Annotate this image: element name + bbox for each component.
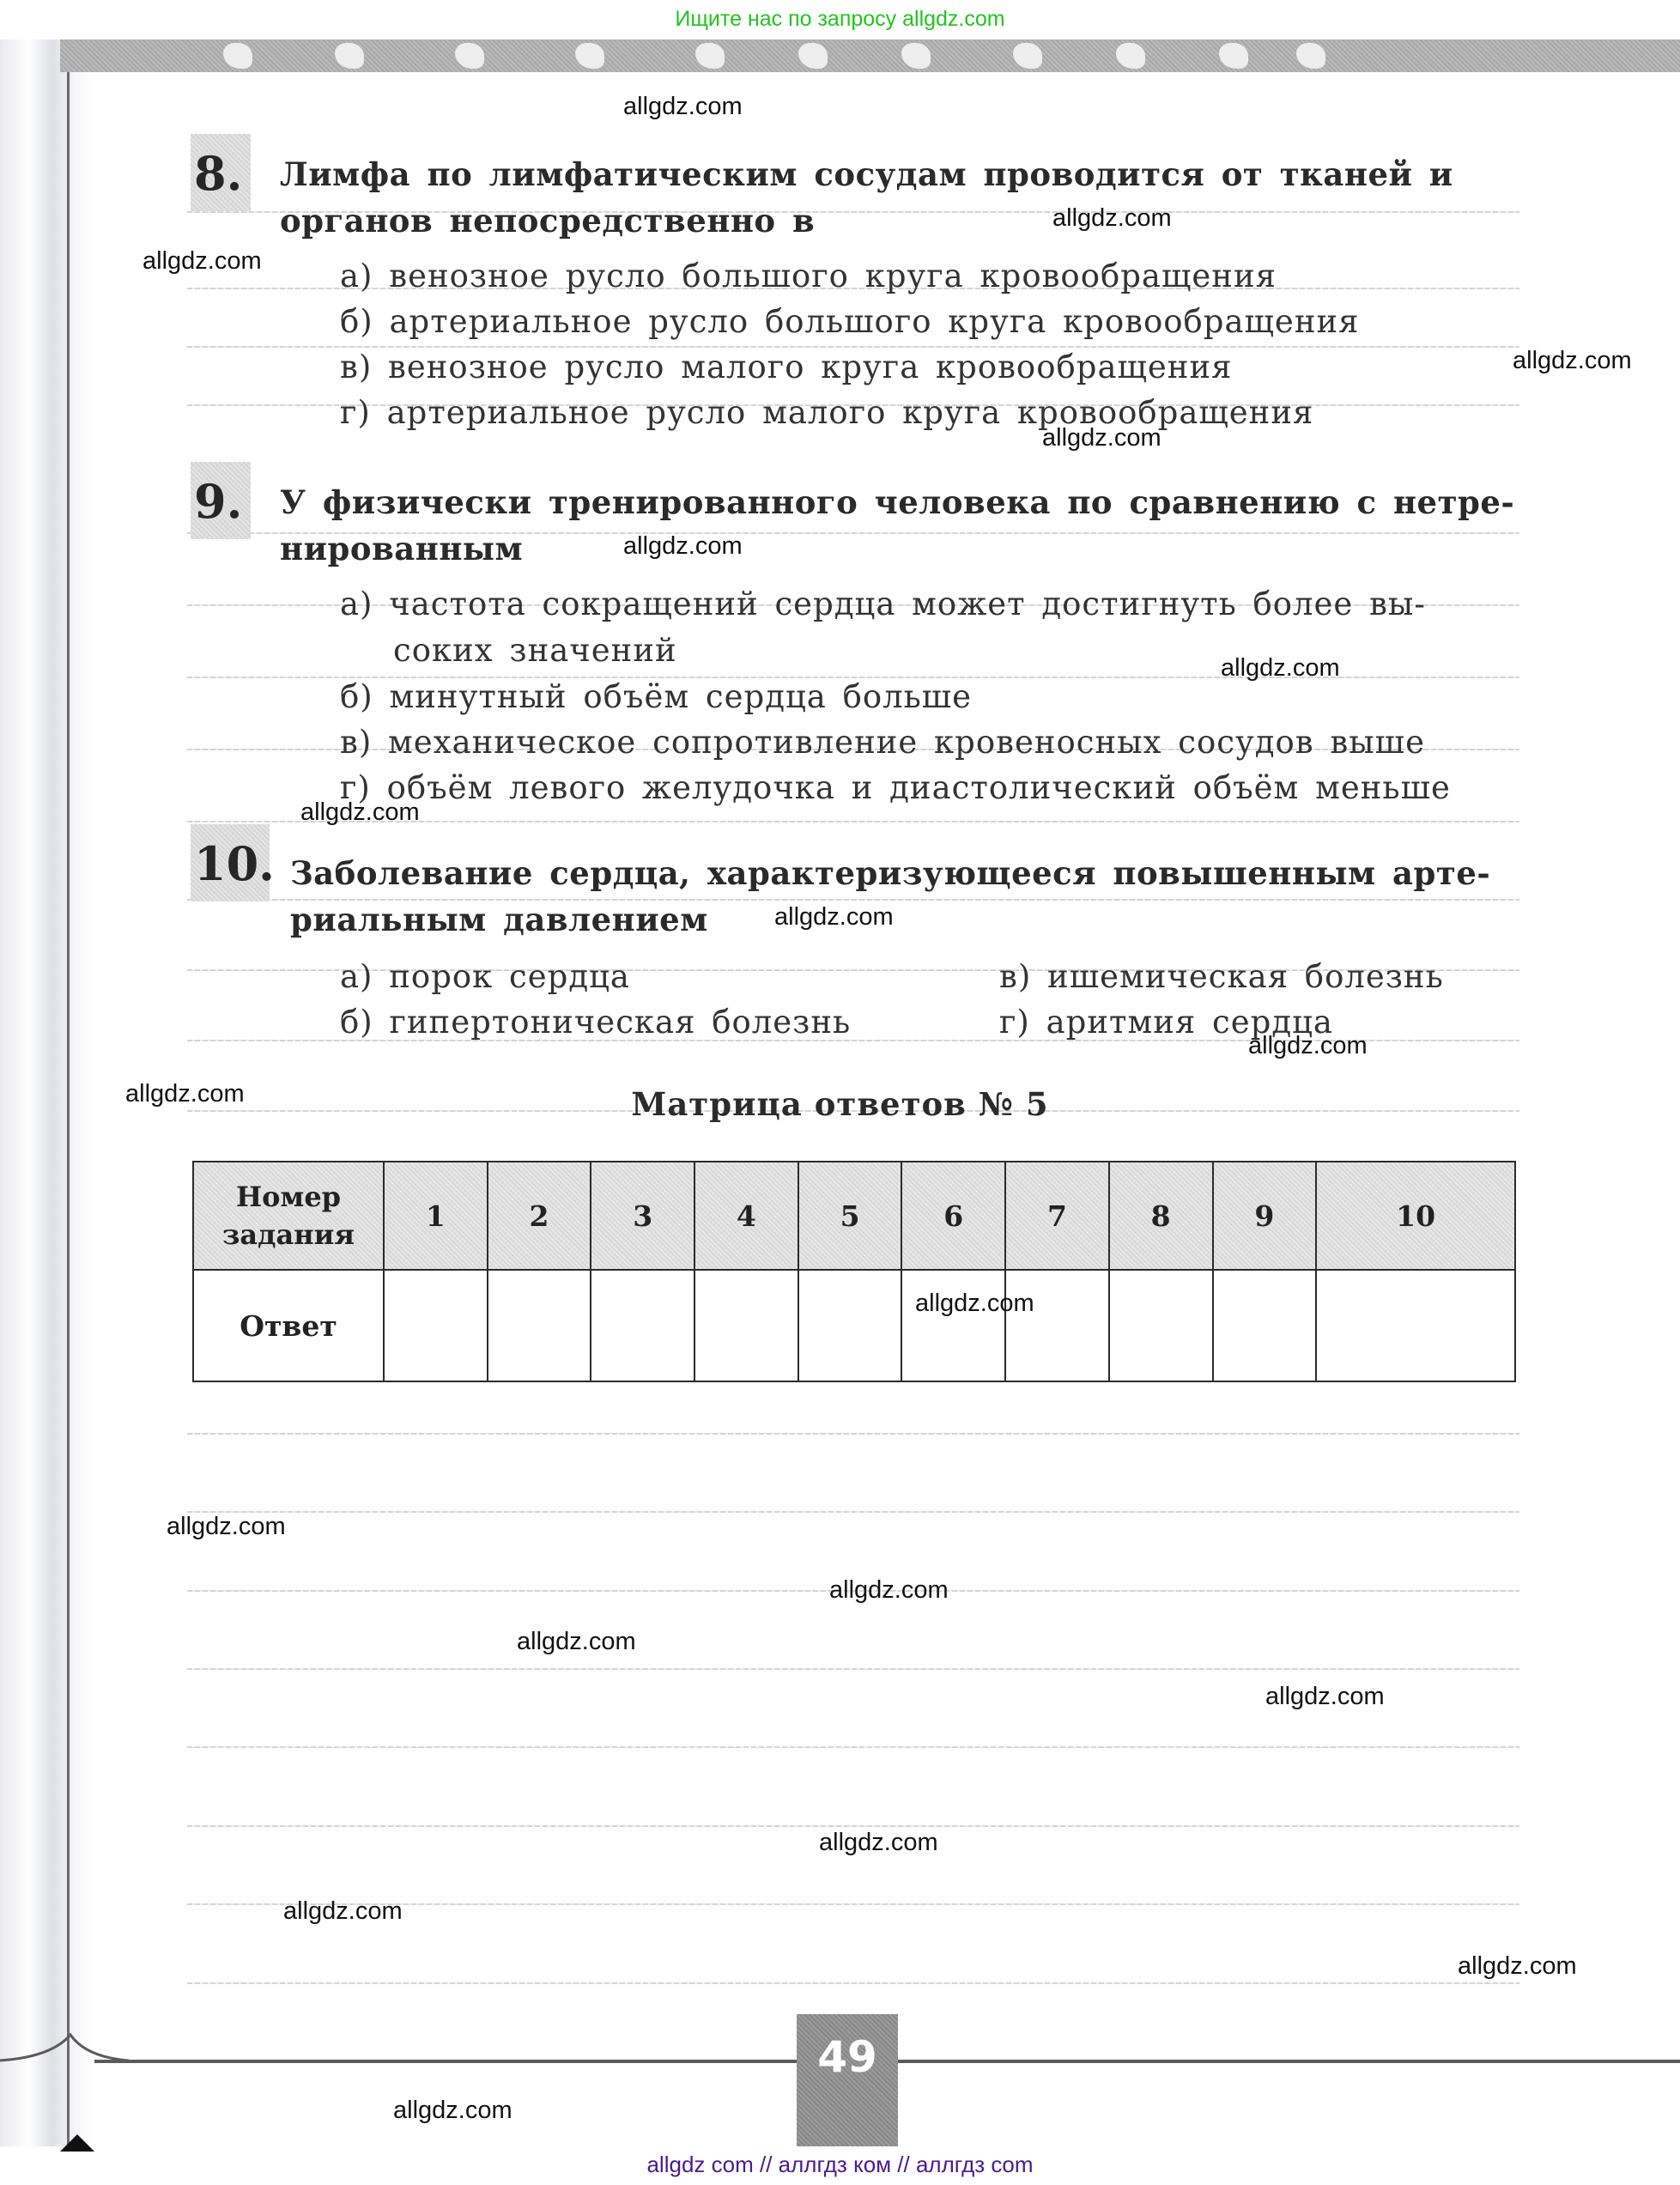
question-8-option-a[interactable] bbox=[340, 258, 1277, 294]
matrix-column-2: 2 bbox=[488, 1162, 591, 1270]
watermark: allgdz.com bbox=[167, 1513, 286, 1540]
option-text: артериальное русло большого круга кровообращения bbox=[389, 303, 1360, 340]
insect-silhouette-icon bbox=[1296, 43, 1325, 69]
ruled-line bbox=[187, 1982, 1519, 1984]
option-text: объём левого желудочка и диастолический объём меньше bbox=[386, 769, 1451, 806]
watermark: allgdz.com bbox=[125, 1080, 245, 1108]
question-9-option-a-continuation: соких значений bbox=[393, 632, 677, 669]
question-8-text bbox=[280, 151, 1453, 244]
answer-cell-8[interactable] bbox=[1109, 1270, 1213, 1381]
answer-cell-3[interactable] bbox=[591, 1270, 694, 1381]
watermark: allgdz.com bbox=[819, 1829, 938, 1856]
matrix-column-9: 9 bbox=[1213, 1162, 1317, 1270]
question-9-option-d[interactable] bbox=[340, 769, 1451, 806]
question-number-10: 10. bbox=[191, 824, 270, 901]
header-label-line: Номер bbox=[235, 1181, 342, 1213]
question-8-option-b[interactable] bbox=[340, 303, 1360, 340]
question-9-option-a[interactable] bbox=[340, 586, 1426, 622]
answer-cell-10[interactable] bbox=[1316, 1270, 1515, 1381]
ruled-line bbox=[187, 1433, 1519, 1435]
matrix-column-1: 1 bbox=[384, 1162, 488, 1270]
matrix-column-10: 10 bbox=[1316, 1162, 1515, 1270]
answer-cell-9[interactable] bbox=[1213, 1270, 1317, 1381]
watermark: allgdz.com bbox=[1265, 1683, 1385, 1710]
option-text: порок сердца bbox=[389, 958, 630, 995]
bottom-banner[interactable]: allgdz com // аллгдз ком // аллгдз com bbox=[646, 2152, 1034, 2177]
watermark: allgdz.com bbox=[393, 2097, 512, 2124]
watermark: allgdz.com bbox=[1221, 654, 1340, 682]
decorative-header-strip bbox=[60, 39, 1680, 72]
insect-silhouette-icon bbox=[455, 43, 484, 69]
watermark: allgdz.com bbox=[283, 1897, 403, 1925]
option-text: ишемическая болезнь bbox=[1047, 958, 1444, 995]
option-text: гипертоническая болезнь bbox=[389, 1004, 852, 1041]
watermark: allgdz.com bbox=[143, 247, 262, 275]
page-number: 49 bbox=[797, 2014, 898, 2146]
option-text: механическое сопротивление кровеносных сосудов выше bbox=[388, 724, 1425, 761]
option-text: венозное русло большого круга кровообращения bbox=[389, 258, 1277, 294]
option-text: артериальное русло малого круга кровообращения bbox=[386, 394, 1314, 431]
question-text-line: нированным bbox=[280, 530, 524, 567]
option-label: г) bbox=[999, 1004, 1030, 1041]
option-label: в) bbox=[999, 958, 1032, 995]
insect-silhouette-icon bbox=[1116, 43, 1145, 69]
watermark: allgdz.com bbox=[623, 532, 743, 560]
ruled-line bbox=[187, 1746, 1519, 1748]
option-label: а) bbox=[340, 258, 373, 294]
watermark: allgdz.com bbox=[517, 1628, 636, 1655]
option-text: аритмия сердца bbox=[1046, 1004, 1333, 1041]
question-9-option-b[interactable] bbox=[340, 678, 972, 715]
insect-silhouette-icon bbox=[575, 43, 604, 69]
question-10-option-b[interactable] bbox=[340, 1004, 851, 1041]
ruled-line bbox=[187, 1825, 1519, 1827]
option-text: минутный объём сердца больше bbox=[389, 678, 973, 715]
option-label: б) bbox=[340, 1004, 373, 1041]
header-label-line: задания bbox=[221, 1218, 355, 1251]
answer-cell-7[interactable] bbox=[1005, 1270, 1109, 1381]
ruled-line bbox=[187, 1668, 1519, 1670]
question-text-line: Лимфа по лимфатическим сосудам проводится от тканей и bbox=[280, 155, 1453, 193]
option-label: а) bbox=[340, 958, 373, 995]
question-text-line: органов непосредственно в bbox=[280, 202, 816, 240]
matrix-header-row bbox=[193, 1162, 1515, 1270]
question-text-line: риальным давлением bbox=[290, 901, 708, 938]
option-text: венозное русло малого круга кровообращения bbox=[388, 349, 1233, 385]
option-label: г) bbox=[340, 394, 371, 431]
insect-silhouette-icon bbox=[695, 43, 725, 69]
question-10-option-c[interactable] bbox=[999, 958, 1444, 995]
top-banner[interactable]: Ищите нас по запросу allgdz.com bbox=[675, 7, 1005, 31]
matrix-answer-label: Ответ bbox=[193, 1270, 384, 1381]
watermark: allgdz.com bbox=[1042, 424, 1161, 452]
question-9-option-c[interactable] bbox=[340, 724, 1425, 761]
question-9-text bbox=[280, 479, 1514, 572]
matrix-header-label bbox=[193, 1162, 384, 1270]
watermark: allgdz.com bbox=[1052, 204, 1172, 232]
option-label: а) bbox=[340, 586, 373, 622]
option-label: в) bbox=[340, 349, 373, 385]
answer-cell-6[interactable] bbox=[901, 1270, 1005, 1381]
insect-silhouette-icon bbox=[335, 43, 364, 69]
answer-cell-1[interactable] bbox=[384, 1270, 488, 1381]
watermark: allgdz.com bbox=[623, 93, 743, 120]
watermark: allgdz.com bbox=[774, 903, 894, 931]
question-number-8: 8. bbox=[191, 134, 251, 211]
matrix-column-3: 3 bbox=[591, 1162, 694, 1270]
option-label: в) bbox=[340, 724, 373, 761]
textbook-page bbox=[0, 39, 1680, 2146]
matrix-answer-row bbox=[193, 1270, 1515, 1381]
insect-silhouette-icon bbox=[223, 43, 252, 69]
question-text-line: Заболевание сердца, характеризующееся повышенным арте- bbox=[290, 854, 1491, 892]
insect-silhouette-icon bbox=[1013, 43, 1042, 69]
matrix-column-4: 4 bbox=[694, 1162, 798, 1270]
answer-cell-5[interactable] bbox=[798, 1270, 902, 1381]
watermark: allgdz.com bbox=[915, 1290, 1034, 1317]
watermark: allgdz.com bbox=[1458, 1952, 1577, 1980]
question-number-9: 9. bbox=[191, 462, 251, 539]
watermark: allgdz.com bbox=[829, 1576, 949, 1604]
option-label: г) bbox=[340, 769, 371, 806]
matrix-column-7: 7 bbox=[1005, 1162, 1109, 1270]
matrix-column-6: 6 bbox=[901, 1162, 1005, 1270]
matrix-column-5: 5 bbox=[798, 1162, 902, 1270]
watermark: allgdz.com bbox=[1513, 347, 1632, 374]
answer-cell-4[interactable] bbox=[694, 1270, 798, 1381]
watermark: allgdz.com bbox=[300, 798, 420, 826]
option-label: б) bbox=[340, 678, 373, 715]
answer-matrix-title: Матрица ответов № 5 bbox=[631, 1085, 1049, 1123]
question-8-option-d[interactable] bbox=[340, 394, 1313, 431]
answer-matrix-table bbox=[192, 1161, 1516, 1382]
matrix-column-8: 8 bbox=[1109, 1162, 1213, 1270]
question-text-line: У физически тренированного человека по сравнению с нетре- bbox=[280, 483, 1515, 521]
watermark: allgdz.com bbox=[1248, 1032, 1368, 1059]
option-label: б) bbox=[340, 303, 373, 340]
option-text: частота сокращений сердца может достигнуть более вы- bbox=[389, 586, 1426, 622]
insect-silhouette-icon bbox=[901, 43, 931, 69]
question-10-option-a[interactable] bbox=[340, 958, 630, 995]
question-8-option-c[interactable] bbox=[340, 349, 1232, 385]
ruled-line bbox=[187, 1511, 1519, 1513]
ruled-line bbox=[187, 346, 1519, 348]
insect-silhouette-icon bbox=[798, 43, 828, 69]
answer-cell-2[interactable] bbox=[488, 1270, 591, 1381]
insect-silhouette-icon bbox=[1219, 43, 1248, 69]
